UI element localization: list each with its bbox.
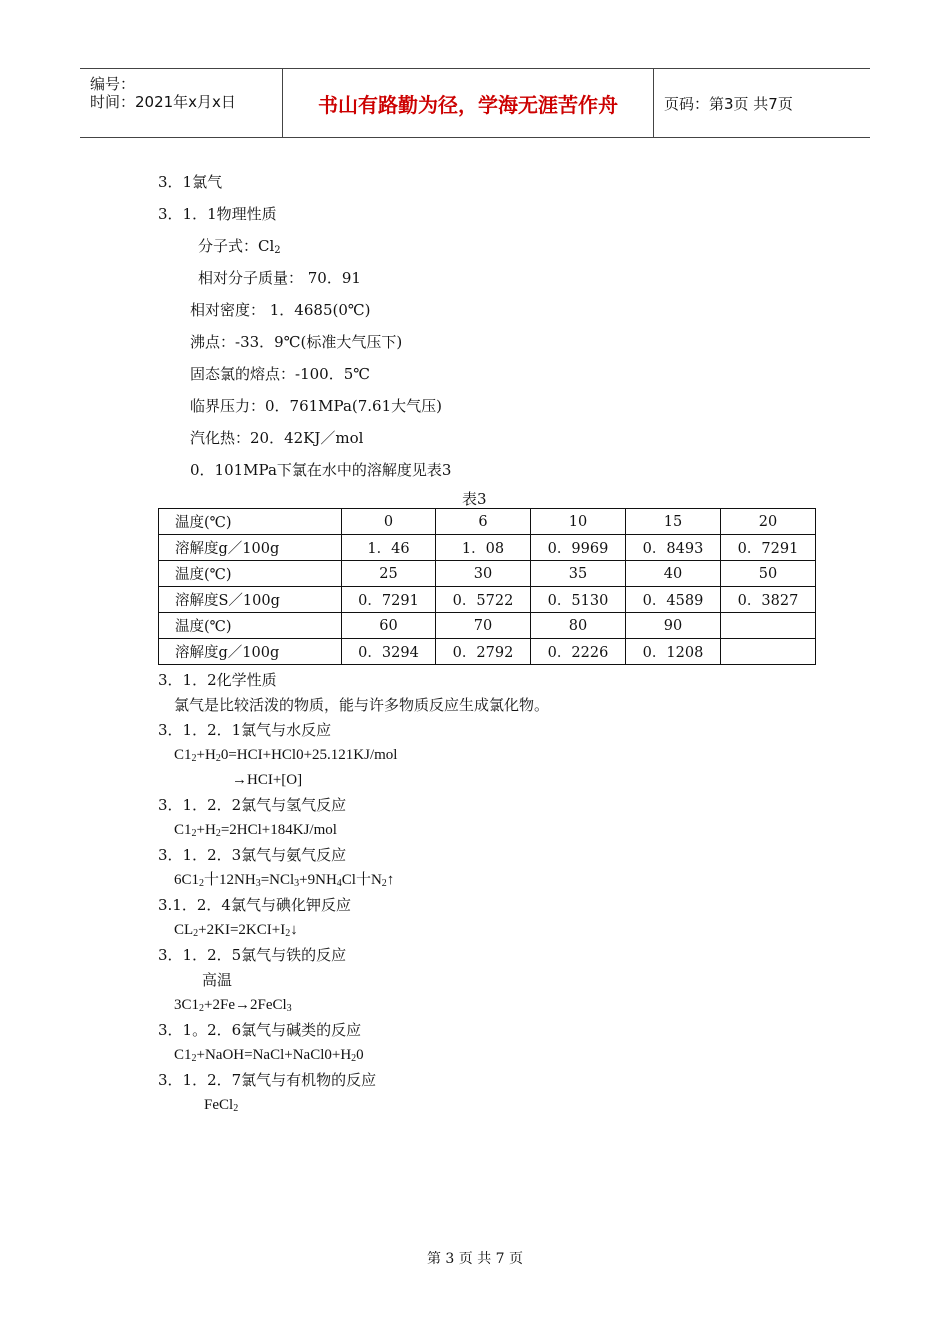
page-header [80, 68, 870, 138]
eq-part: +H [196, 822, 216, 838]
eq-sub: 3 [255, 878, 261, 889]
boiling-point: 沸点：-33．9℃(标准大气压下) [190, 333, 403, 351]
eq-sub: 2 [191, 828, 197, 839]
reaction-7-catalyst [204, 1095, 238, 1115]
heading-3-1-2: 3．1．2化学性质 [158, 671, 277, 689]
eq-part: 十12NH [204, 872, 256, 888]
eq-part: =2HCl+184KJ/mol [220, 822, 337, 838]
table-caption: 表3 [462, 490, 487, 508]
row-header-cell: 溶解度S／100g [159, 587, 342, 613]
table-cell: 70 [436, 613, 531, 639]
table-cell: 1．46 [342, 535, 436, 561]
reaction-1-title: 3．1．2．1氯气与水反应 [158, 721, 332, 739]
table-cell: 0．2792 [436, 639, 531, 665]
reaction-1-equation-2: →HCI+[O] [232, 772, 303, 788]
eq-part: =NCl [260, 872, 295, 888]
table-cell: 0．9969 [531, 535, 626, 561]
eq-sub: 2 [191, 753, 197, 764]
reaction-6-equation [174, 1045, 364, 1065]
reaction-3-title: 3．1．2．3氯气与氨气反应 [158, 846, 347, 864]
table-cell: 0．4589 [626, 587, 721, 613]
eq-part: C1 [174, 822, 192, 838]
table-cell: 10 [531, 509, 626, 535]
eq-sub: 2 [199, 1003, 205, 1014]
eq-sub: 3 [286, 1003, 292, 1014]
eq-sub: 3 [294, 878, 300, 889]
reaction-6-title: 3．1。2．6氯气与碱类的反应 [158, 1021, 362, 1039]
eq-sub: 2 [233, 1103, 239, 1114]
reaction-2-title: 3．1．2．2氯气与氢气反应 [158, 796, 347, 814]
melting-point: 固态氯的熔点：-100．5℃ [190, 365, 371, 383]
reaction-5-condition: 高温 [202, 971, 233, 989]
eq-sub: 4 [336, 878, 342, 889]
eq-part: Cl十N [341, 872, 382, 888]
formula-label: 分子式：Cl [198, 237, 275, 255]
relative-density: 相对密度： 1．4685(0℃) [190, 301, 371, 319]
table-row [159, 535, 816, 561]
table-cell: 50 [721, 561, 816, 587]
table-cell: 25 [342, 561, 436, 587]
table-cell: 0．7291 [342, 587, 436, 613]
heading-3-1-1: 3．1．1物理性质 [158, 205, 277, 223]
table-cell [721, 639, 816, 665]
table-cell: 0．5130 [531, 587, 626, 613]
table-row [159, 561, 816, 587]
eq-part: 0 [356, 1047, 364, 1063]
table-row [159, 587, 816, 613]
table-cell: 40 [626, 561, 721, 587]
eq-sub: 2 [215, 753, 221, 764]
molecular-formula [198, 236, 281, 256]
eq-part: FeCl [204, 1097, 234, 1113]
table-cell: 15 [626, 509, 721, 535]
table-cell: 0．2226 [531, 639, 626, 665]
table-cell: 0．3827 [721, 587, 816, 613]
row-header-cell: 溶解度g／100g [159, 535, 342, 561]
table-cell: 1．08 [436, 535, 531, 561]
eq-part: ↑ [386, 872, 395, 888]
molecular-mass: 相对分子质量： 70．91 [198, 269, 361, 287]
row-header-cell: 溶解度g／100g [159, 639, 342, 665]
reaction-5-equation [174, 995, 292, 1015]
table-cell: 0．1208 [626, 639, 721, 665]
eq-sub: 2 [199, 878, 205, 889]
table-cell: 20 [721, 509, 816, 535]
row-header-cell: 温度(℃) [159, 613, 342, 639]
eq-sub: 2 [193, 928, 199, 939]
table-cell: 30 [436, 561, 531, 587]
table-row [159, 509, 816, 535]
header-page-number: 页码：第3页 共7页 [664, 94, 793, 113]
eq-part: C1 [174, 1047, 192, 1063]
chem-intro: 氯气是比较活泼的物质，能与许多物质反应生成氯化物。 [174, 696, 550, 714]
reaction-4-title: 3.1．2．4氯气与碘化钾反应 [158, 896, 351, 914]
eq-part: 6C1 [174, 872, 200, 888]
eq-part: +9NH [299, 872, 337, 888]
eq-sub: 2 [381, 878, 387, 889]
header-number: 编号： [90, 75, 136, 93]
eq-sub: 2 [215, 828, 221, 839]
eq-part: +H [196, 747, 216, 763]
table-cell: 0．3294 [342, 639, 436, 665]
eq-part: CL [174, 922, 194, 938]
reaction-1-equation [174, 745, 397, 765]
table-cell: 90 [626, 613, 721, 639]
header-left-cell [80, 69, 283, 137]
table-cell: 0．8493 [626, 535, 721, 561]
table-row [159, 613, 816, 639]
eq-part: 0=HCI+HCl0+25.121KJ/mol [220, 747, 398, 763]
formula-subscript: 2 [274, 245, 281, 256]
page-footer: 第 3 页 共 7 页 [426, 1251, 524, 1267]
eq-part: 3C1 [174, 997, 200, 1013]
eq-sub: 2 [285, 928, 291, 939]
table-cell: 0．7291 [721, 535, 816, 561]
table-cell: 80 [531, 613, 626, 639]
reaction-4-equation [174, 920, 298, 940]
eq-part: +NaOH=NaCl+NaCl0+H [196, 1047, 352, 1063]
eq-part: ↓ [290, 922, 298, 938]
header-time: 时间：2021年x月x日 [90, 93, 236, 111]
table-cell: 0 [342, 509, 436, 535]
heading-3-1: 3．1氯气 [158, 173, 223, 191]
row-header-cell: 温度(℃) [159, 509, 342, 535]
table-cell [721, 613, 816, 639]
vaporization-heat: 汽化热：20．42KJ／mol [190, 429, 364, 447]
reaction-7-title: 3．1．2．7氯气与有机物的反应 [158, 1071, 377, 1089]
eq-part: C1 [174, 747, 192, 763]
row-header-cell: 温度(℃) [159, 561, 342, 587]
eq-sub: 2 [351, 1053, 357, 1064]
critical-pressure: 临界压力：0．761MPa(7.61大气压) [190, 397, 442, 415]
reaction-5-title: 3．1．2．5氯气与铁的反应 [158, 946, 347, 964]
table-row [159, 639, 816, 665]
reaction-3-equation [174, 870, 394, 890]
solubility-intro: 0．101MPa下氯在水中的溶解度见表3 [190, 461, 452, 479]
table-cell: 60 [342, 613, 436, 639]
eq-part: +2KI=2KCI+I [198, 922, 286, 938]
table-cell: 35 [531, 561, 626, 587]
table-cell: 6 [436, 509, 531, 535]
reaction-2-equation [174, 820, 337, 840]
header-motto: 书山有路勤为径，学海无涯苦作舟 [283, 69, 654, 137]
eq-part: +2Fe→2FeCl [204, 997, 287, 1013]
eq-sub: 2 [191, 1053, 197, 1064]
table-cell: 0．5722 [436, 587, 531, 613]
solubility-table [158, 508, 816, 665]
